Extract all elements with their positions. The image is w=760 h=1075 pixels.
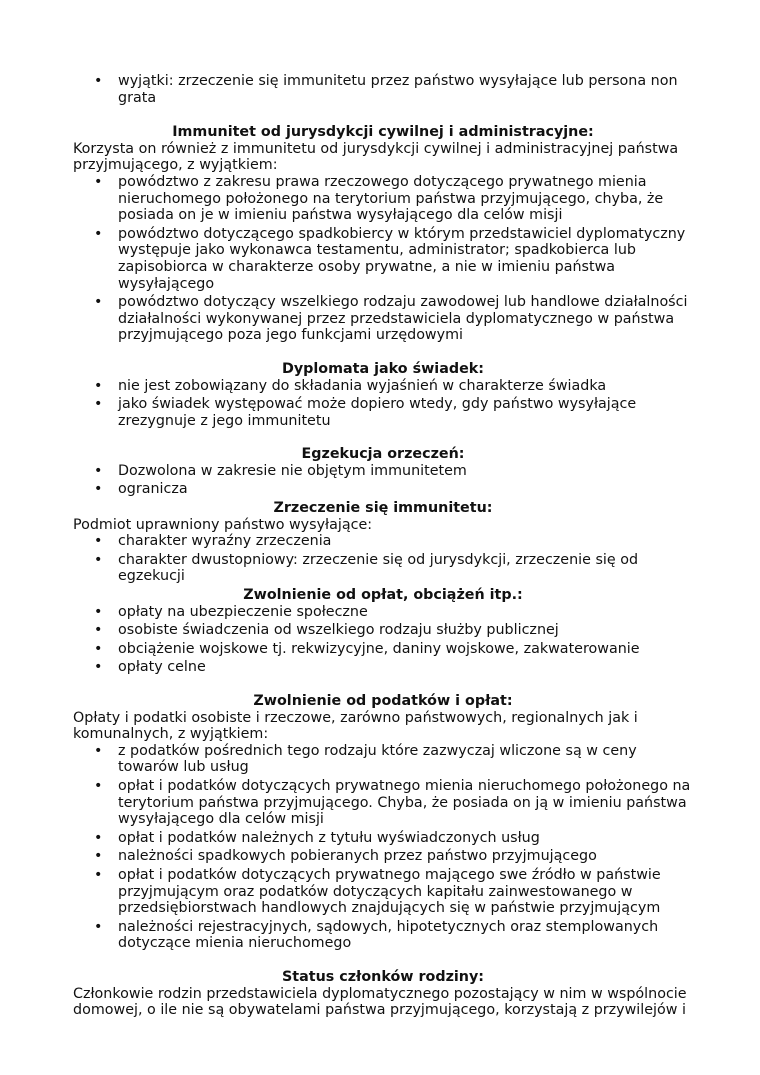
list-item: • należności spadkowych pobieranych przez państwo przyjmującego <box>73 848 693 865</box>
section-list <box>73 463 693 498</box>
section-lead: Korzysta on również z immunitetu od jurysdykcji cywilnej i administracyjnej państwa przyjmującego, z wyjątkiem: <box>73 140 679 174</box>
list-item: • powództwo z zakresu prawa rzeczowego dotyczącego prywatnego mienia nieruchomego położonego na terytorium państwa przyjmującego, chyba, że posiada on je w imieniu państwa wysyłającego dla celów misji <box>73 174 693 224</box>
section-list <box>73 743 693 952</box>
section-civil-immunity <box>73 124 693 344</box>
section-taxes <box>73 693 693 952</box>
intro-list <box>73 73 693 106</box>
list-item: • ogranicza <box>73 481 693 498</box>
section-lead: Podmiot uprawniony państwo wysyłające: <box>73 516 373 533</box>
list-item: • opłat i podatków dotyczących prywatnego mienia nieruchomego położonego na terytorium państwa przyjmującego. Chyba, że posiada on ją w imieniu państwa wysyłającego dla celów misji <box>73 778 693 828</box>
section-execution <box>73 446 693 498</box>
section-list <box>73 378 693 430</box>
list-item: • powództwo dotyczący wszelkiego rodzaju zawodowej lub handlowe działalności działalności wykonywanej przez przedstawiciela dyplomatycznego w państwa przyjmującego poza jego funkcjami urzędowymi <box>73 294 693 344</box>
list-item: • nie jest zobowiązany do składania wyjaśnień w charakterze świadka <box>73 378 693 395</box>
list-item: • osobiste świadczenia od wszelkiego rodzaju służby publicznej <box>73 622 693 639</box>
section-heading: Egzekucja orzeczeń: <box>301 446 465 463</box>
list-item: • powództwo dotyczącego spadkobiercy w którym przedstawiciel dyplomatyczny występuje jako wykonawca testamentu, administrator; spadkobierca lub zapisobiorca w charakterze osoby prywatne, a nie w imieniu państwa wysyłającego <box>73 226 693 292</box>
list-item: • opłaty na ubezpieczenie społeczne <box>73 604 693 621</box>
section-heading: Zwolnienie od opłat, obciążeń itp.: <box>243 587 523 604</box>
list-item: • wyjątki: zrzeczenie się immunitetu przez państwo wysyłające lub persona non grata <box>73 73 693 106</box>
section-lead: Członkowie rodzin przedstawiciela dyplomatycznego pozostający w nim w wspólnocie domowej, o ile nie są obywatelami państwa przyjmującego, korzystają z przywilejów i <box>73 985 687 1019</box>
list-item: • charakter wyraźny zrzeczenia <box>73 533 693 550</box>
list-item: • opłaty celne <box>73 659 693 676</box>
list-item: • opłat i podatków należnych z tytułu wyświadczonych usług <box>73 830 693 847</box>
section-witness <box>73 361 693 429</box>
section-family <box>73 969 693 1019</box>
section-waiver <box>73 500 693 585</box>
list-item: • Dozwolona w zakresie nie objętym immunitetem <box>73 463 693 480</box>
section-lead: Opłaty i podatki osobiste i rzeczowe, zarówno państwowych, regionalnych jak i komunalnych, z wyjątkiem: <box>73 709 638 743</box>
list-item: • z podatków pośrednich tego rodzaju które zazwyczaj wliczone są w ceny towarów lub usług <box>73 743 693 776</box>
section-heading: Dyplomata jako świadek: <box>281 360 485 377</box>
section-heading: Immunitet od jurysdykcji cywilnej i administracyjne: <box>172 124 594 141</box>
list-item: • jako świadek występować może dopiero wtedy, gdy państwo wysyłające zrezygnuje z jego immunitetu <box>73 396 693 429</box>
list-item: • należności rejestracyjnych, sądowych, hipotetycznych oraz stemplowanych dotyczące mienia nieruchomego <box>73 919 693 952</box>
section-list <box>73 174 693 344</box>
document-page <box>73 73 693 1019</box>
list-item: • opłat i podatków dotyczących prywatnego mającego swe źródło w państwie przyjmującym oraz podatków dotyczących kapitału zainwestowanego w przedsiębiorstwach handlowych znajdujących się w państwie przyjmującym <box>73 867 693 917</box>
section-list <box>73 604 693 676</box>
section-heading: Zwolnienie od podatków i opłat: <box>253 693 513 709</box>
section-heading: Zrzeczenie się immunitetu: <box>273 500 493 517</box>
section-list <box>73 533 693 585</box>
section-fees <box>73 587 693 676</box>
section-heading: Status członków rodziny: <box>281 968 485 985</box>
list-item: • charakter dwustopniowy: zrzeczenie się od jurysdykcji, zrzeczenie się od egzekucji <box>73 552 693 585</box>
list-item: • obciążenie wojskowe tj. rekwizycyjne, daniny wojskowe, zakwaterowanie <box>73 641 693 658</box>
